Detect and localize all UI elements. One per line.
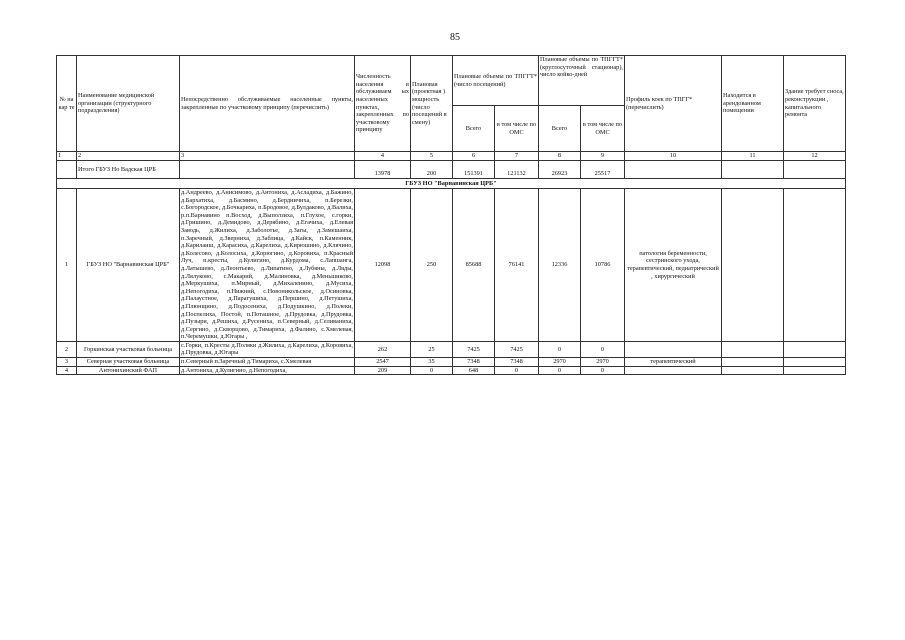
table-row [57,358,846,367]
row-capacity: 25 [411,341,453,357]
column-number: 9 [581,152,625,161]
header-visits-total: Всего [453,106,495,152]
row-beds-oms: 0 [581,341,625,357]
row-profile: патология беременности, сестринского ухода, терапевтический, педиатрический , хирургический [625,189,722,342]
row-settlements: с.Горки, п.Кресты д.Поляки д.Жилиха, д.Карелиха, д.Коровиха, д.Прудовка, д.Югары [181,341,353,357]
row-org: Антонихинский ФАП [77,366,180,375]
header-rented: Находится в арендованном помещении [722,56,784,152]
column-number: 3 [180,152,355,161]
column-number: 7 [495,152,539,161]
column-number: 11 [722,152,784,161]
table-row [57,189,846,342]
row-settlements: д.Антониха, д.Кулигино, д.Непогодиха, [180,366,355,375]
header-org: Наименование медицинской организации (структурного подразделения) [77,56,180,152]
row-settlements: д.Андреево, д.Анисимово, д.Антониха, д.Асладиха, д.Бажино, д.Бархатиха, д.Басмино, д.Бердничиха, п.Березки, с.Богородское, д.Бочкариха, п.Бродовое, д.Булдаково, д.Валиха, р.п.Варнавино п.Восход, д.Выползиха, п.Глухое, с.горки, д.Гришино, д.Демидово, д.Дерябино, д.Егачиха, д.Елевая Заводь, д.Жилиха, д.Заболотье, д.Загы, д.Замешаиха, п.Заречный, д.Зверниха, д.Заблица, д.Кайск, п.Каменник, д.Карилаиш, д.Карасиха, д.Карелиха, д.Кирюшино, д.Клячино, д.Колесово, д.Колосиха, д.Корюгино, д.Коровиха, п.Красный Луч, п.кресты, д.Кулигино, д.Курдома, с.Лапшанга, д.Латышево, д.Леонтьево, д.Липатино, д.Лубяны, д.Ляды, д.Лялуково, с.Макарий, д.Малиновка, д.Меньшиково, д.Меркушиха, п.Мирный, д.Михаленино, д.Мусиха, д.Непогодиха, п.Нижний, с.Новоникольское, д.Осиновка, д.Палаустное, д.Парагушиха, д.Першино, д.Петушиха, д.Плюнщино, д.Подосениха, д.Подушкино, д.Полеки, д.Поспелиха, Постой, п.Поташное, д.Прудовка, д.Прудовка, д.Пузыри, д.Решиха, д.Русениха, п.Северный, д.Селиваниха, д.Сергино, д.Скворцово, д.Тимариха, д.Фалино, с.Хмелевая, п.Черемушки, д.Югары , [181,189,353,341]
row-rented [722,341,784,357]
total-capacity: 200 [411,161,453,179]
section-row [57,179,846,189]
total-beds: 26923 [539,161,581,179]
row-visits: 648 [453,366,495,375]
header-beds-oms: в том числе по ОМС [581,106,625,152]
row-population: 262 [355,341,411,357]
row-org: Горкинская участковая больница [77,341,180,357]
row-visits-oms: 7425 [495,341,539,357]
column-number-row [57,152,846,161]
column-number: 6 [453,152,495,161]
row-profile [625,366,722,375]
total-visits-oms: 121132 [495,161,539,179]
row-building [784,189,846,342]
row-beds-oms: 0 [581,366,625,375]
row-beds: 0 [539,341,581,357]
row-beds: 0 [539,366,581,375]
row-profile: терапевтический [625,358,722,367]
column-number: 8 [539,152,581,161]
column-number: 4 [355,152,411,161]
page-number: 85 [450,32,460,43]
row-capacity: 0 [411,366,453,375]
header-settlements: Непосредственно обслуживаемые населенные пункты, закрепленные по участковому принципу (перечислить) [180,56,355,152]
total-label: Итого ГБУЗ Но Вадская ЦРБ [77,161,180,179]
table-row [57,341,846,357]
column-number: 10 [625,152,722,161]
column-number: 1 [57,152,77,161]
header-beds-total: Всего [539,106,581,152]
column-number: 2 [77,152,180,161]
section-title: ГБУЗ НО "Варнавинская ЦРБ" [57,179,846,189]
column-number: 12 [784,152,846,161]
row-org: Северная участковая больница [77,358,180,367]
row-visits-oms: 76141 [495,189,539,342]
row-org: ГБУЗ НО "Варнавинская ЦРБ" [77,189,180,342]
row-visits: 7425 [453,341,495,357]
row-beds: 12336 [539,189,581,342]
row-visits-oms: 7348 [495,358,539,367]
header-no: № на кар те [57,56,77,152]
row-visits: 85688 [453,189,495,342]
row-capacity: 250 [411,189,453,342]
row-population: 2547 [355,358,411,367]
total-row [57,161,846,179]
row-building [784,341,846,357]
header-visits: Плановые объемы по ТПГГТ* (число посещений) [453,56,539,106]
total-visits: 151391 [453,161,495,179]
row-visits: 7348 [453,358,495,367]
row-no: 3 [57,358,77,367]
header-profile: Профиль коек по ТПГГ* (перечислить) [625,56,722,152]
row-rented [722,366,784,375]
row-settlements: п.Северный п.Заречный д.Тимариха, с.Хмелевая [180,358,355,367]
total-population: 13978 [355,161,411,179]
facilities-table [56,55,846,375]
row-beds-oms: 10786 [581,189,625,342]
column-number: 5 [411,152,453,161]
row-beds: 2970 [539,358,581,367]
row-capacity: 35 [411,358,453,367]
row-population: 12098 [355,189,411,342]
row-no: 2 [57,341,77,357]
total-beds-oms: 25517 [581,161,625,179]
header-capacity: Плановая (проектная ) мощность (число посещений в смену) [411,56,453,152]
header-population: Численность населения в обслуживаем ых населенных пунктах, закрепленных по участковому принципу [355,56,411,152]
table-header-row [57,56,846,106]
header-visits-oms: в том числе по ОМС [495,106,539,152]
table-row [57,366,846,375]
row-population: 209 [355,366,411,375]
row-profile [625,341,722,357]
header-building: Здание требует сноса, реконструкции , капитального ремонта [784,56,846,152]
row-visits-oms: 0 [495,366,539,375]
row-no: 1 [57,189,77,342]
row-rented [722,189,784,342]
row-beds-oms: 2970 [581,358,625,367]
row-no: 4 [57,366,77,375]
row-rented [722,358,784,367]
row-building [784,366,846,375]
header-stationary: Плановые объемы по ТПГГТ* (круглосуточный стационар), число койко-дней [539,56,625,106]
row-building [784,358,846,367]
